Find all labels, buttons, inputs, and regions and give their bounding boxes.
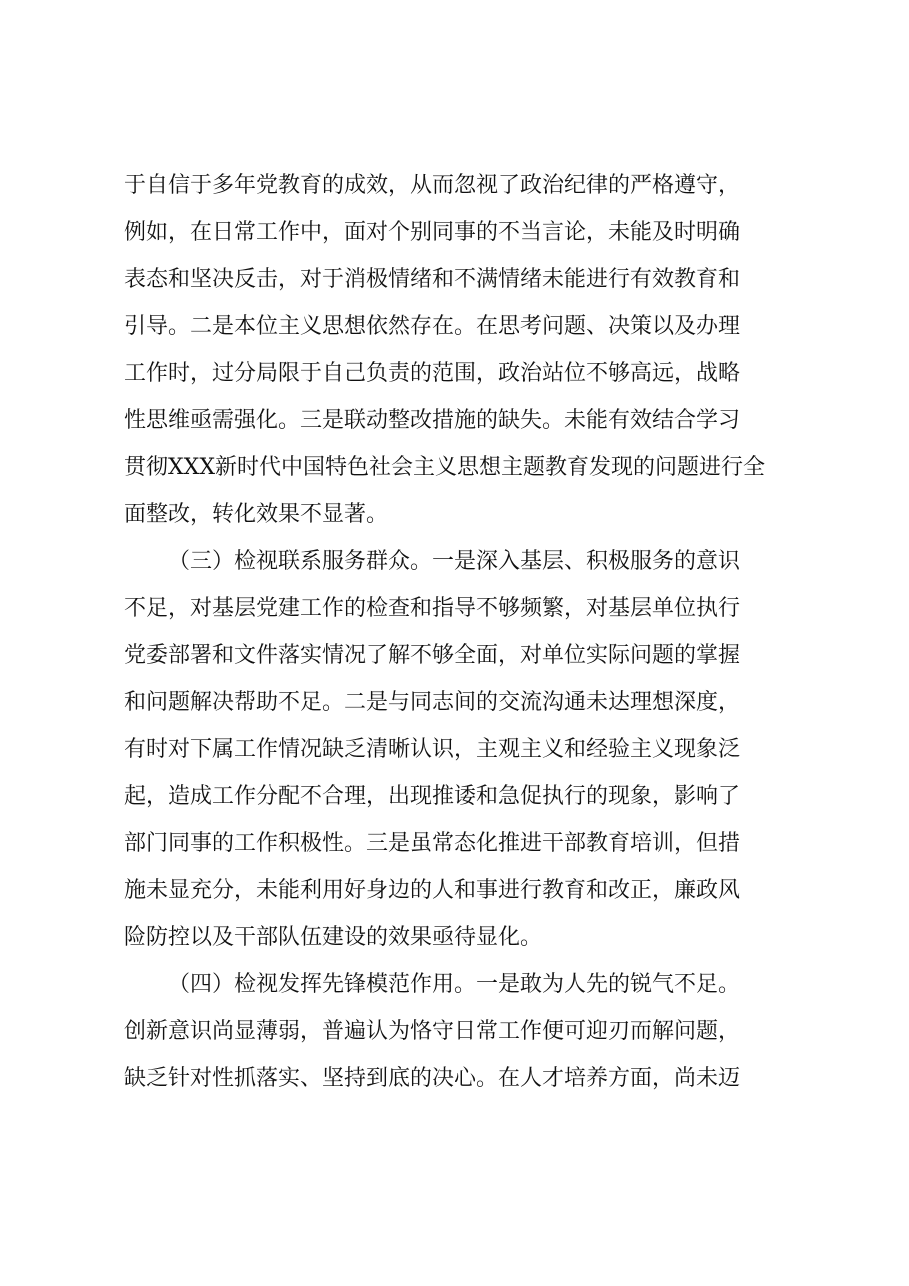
text-line: 贯彻XXX新时代中国特色社会主义思想主题教育发现的问题进行全 [124, 455, 765, 480]
text-line: 党委部署和文件落实情况了解不够全面，对单位实际问题的掌握 [124, 643, 741, 668]
text-line: 施未显充分，未能利用好身边的人和事进行教育和改正，廉政风 [124, 878, 741, 903]
text-line: 创新意识尚显薄弱，普遍认为恪守日常工作便可迎刃而解问题， [124, 1019, 741, 1044]
text-line: 性思维亟需强化。三是联动整改措施的缺失。未能有效结合学习 [124, 408, 741, 433]
text-line: 部门同事的工作积极性。三是虽常态化推进干部教育培训，但措 [124, 831, 741, 856]
text-line: 引导。二是本位主义思想依然存在。在思考问题、决策以及办理 [124, 314, 741, 339]
section-heading-3: （三）检视联系服务群众。一是深入基层、积极服务的意识 [168, 549, 741, 574]
text-line: 面整改，转化效果不显著。 [124, 502, 389, 527]
text-line: 表态和坚决反击，对于消极情绪和不满情绪未能进行有效教育和 [124, 267, 741, 292]
text-line: 不足，对基层党建工作的检查和指导不够频繁，对基层单位执行 [124, 596, 741, 621]
text-line: 例如，在日常工作中，面对个别同事的不当言论，未能及时明确 [124, 220, 741, 245]
text-line: 起，造成工作分配不合理，出现推诿和急促执行的现象，影响了 [124, 784, 741, 809]
text-line: 和问题解决帮助不足。二是与同志间的交流沟通未达理想深度， [124, 690, 741, 715]
text-line: 险防控以及干部队伍建设的效果亟待显化。 [124, 925, 543, 950]
text-line: 有时对下属工作情况缺乏清晰认识，主观主义和经验主义现象泛 [124, 737, 741, 762]
text-line: 工作时，过分局限于自己负责的范围，政治站位不够高远，战略 [124, 361, 741, 386]
text-line: 缺乏针对性抓落实、坚持到底的决心。在人才培养方面，尚未迈 [124, 1066, 741, 1091]
section-heading-4: （四）检视发挥先锋模范作用。一是敢为人先的锐气不足。 [168, 972, 741, 997]
text-line: 于自信于多年党教育的成效，从而忽视了政治纪律的严格遵守， [124, 173, 741, 198]
